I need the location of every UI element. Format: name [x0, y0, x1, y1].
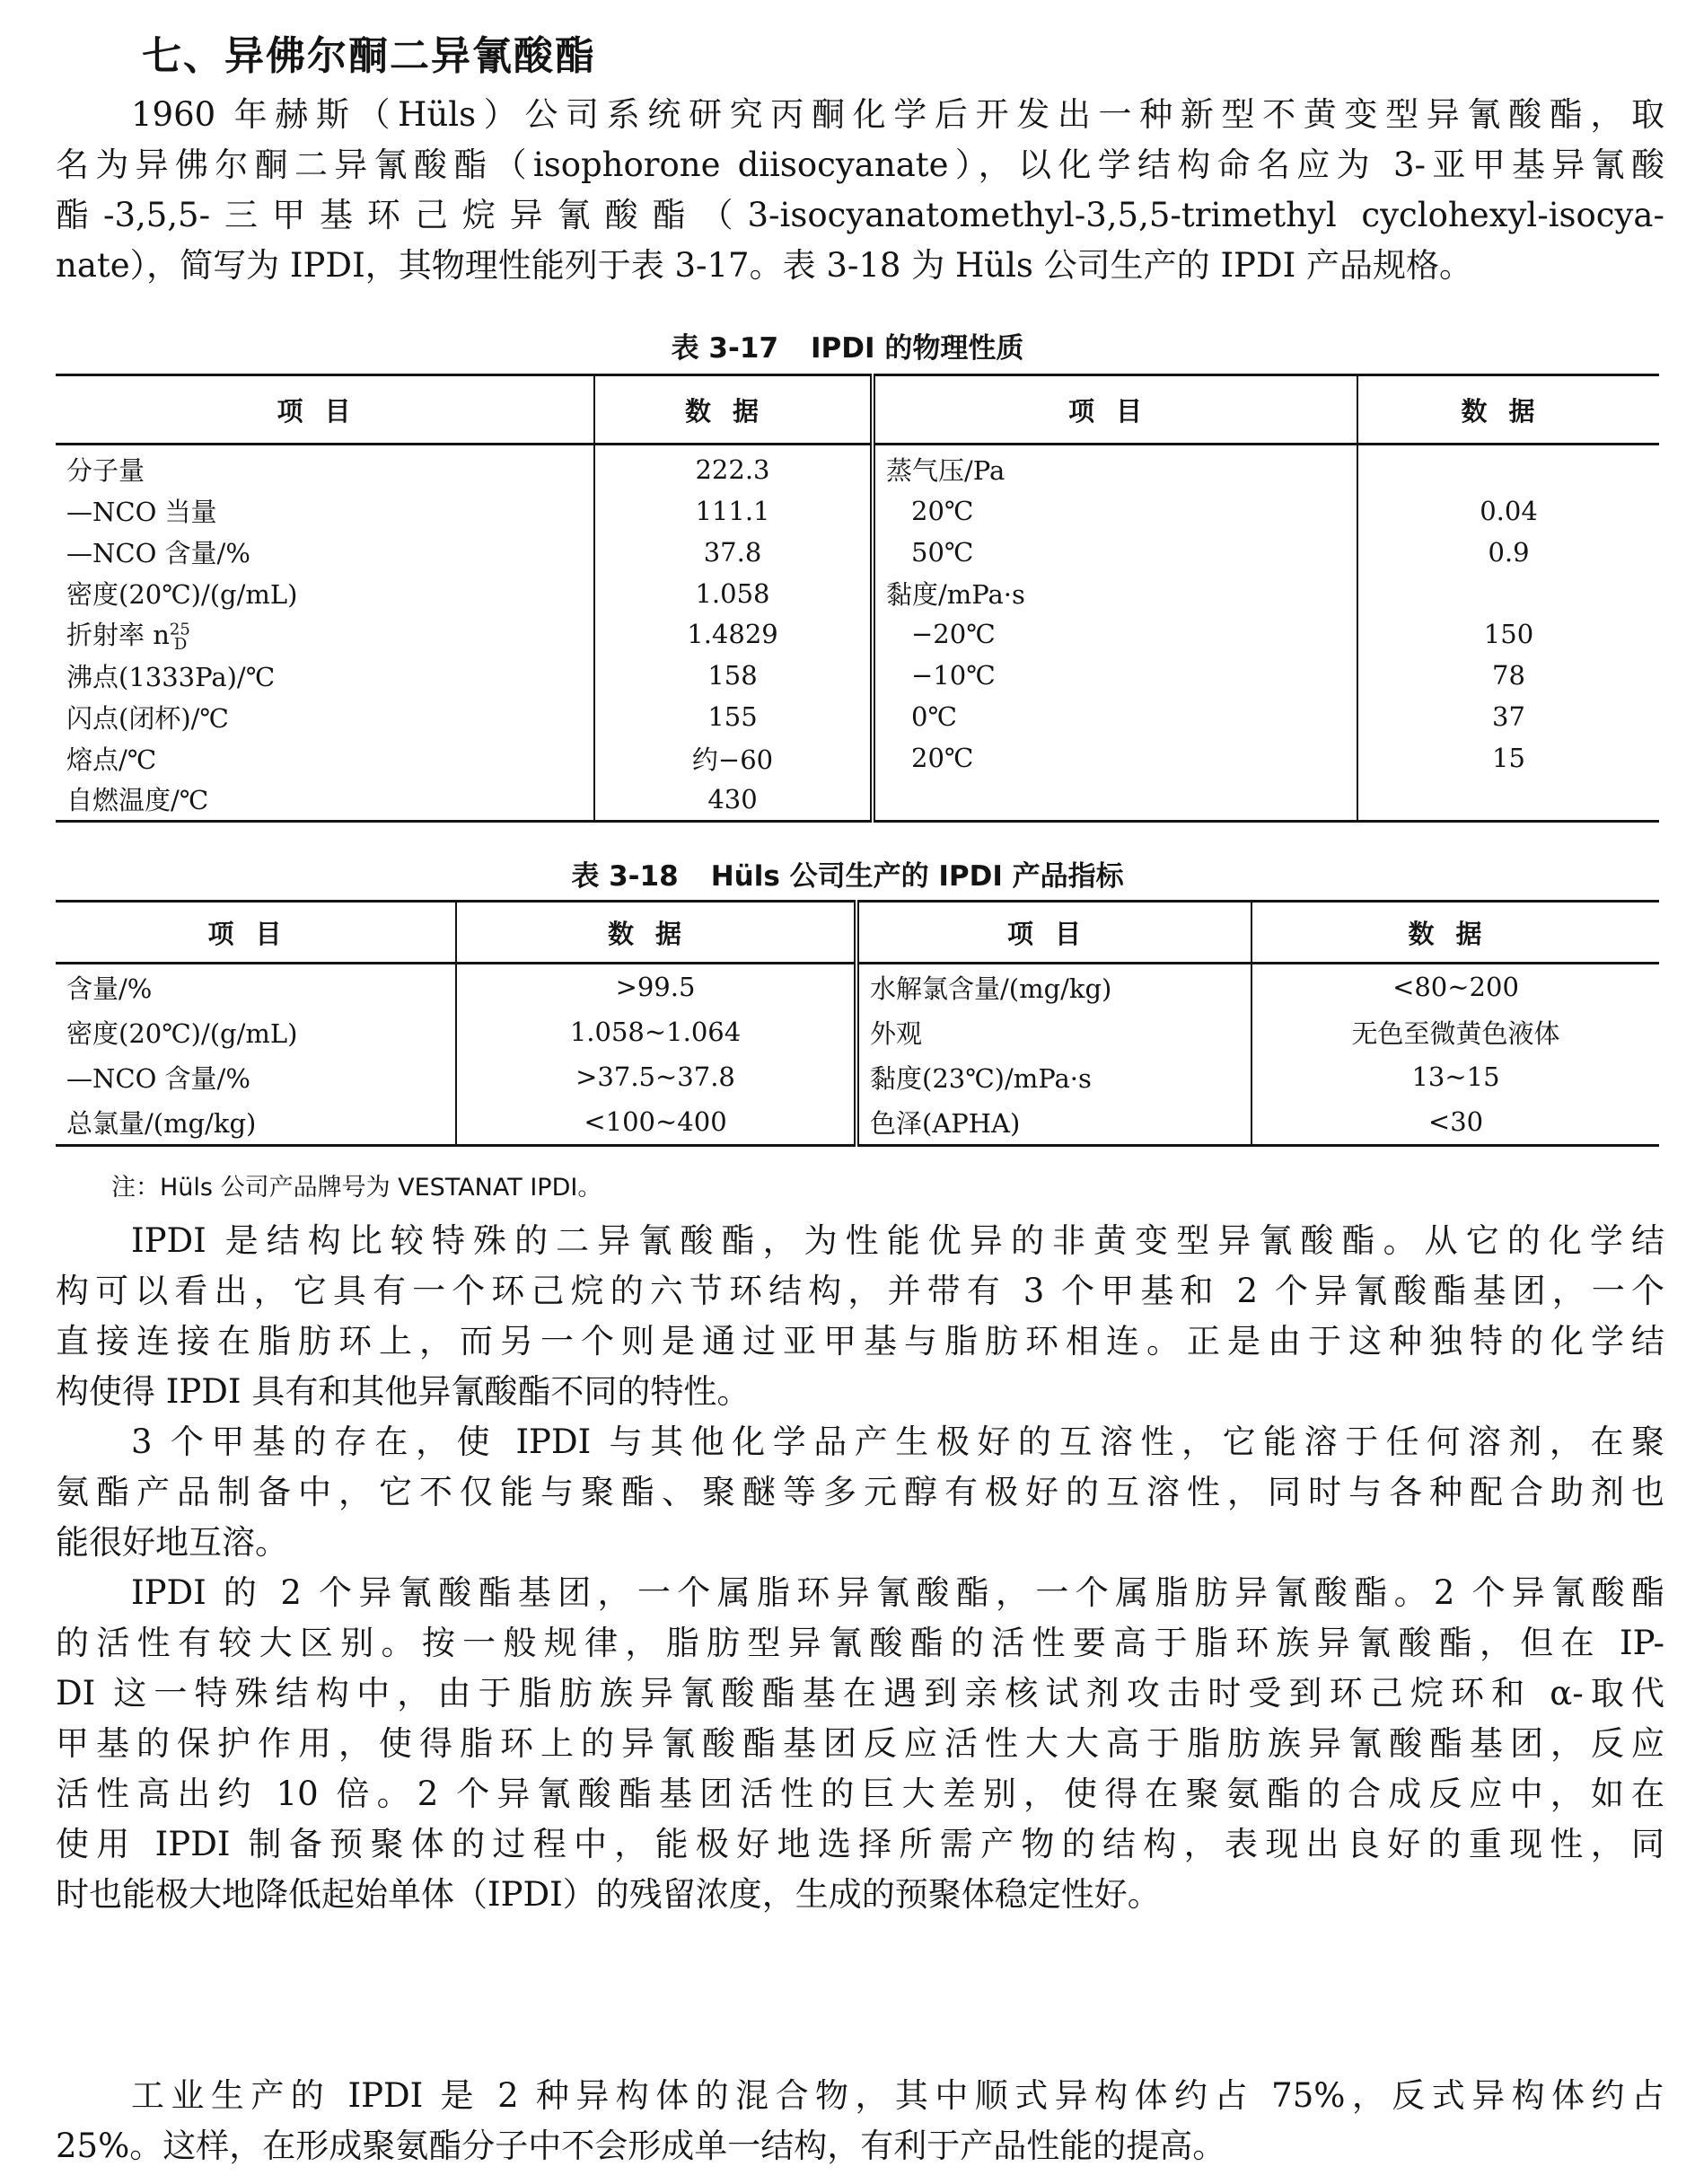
property-value: 37.8 [594, 532, 873, 573]
table-row [56, 737, 1659, 779]
spec-value: >99.5 [456, 964, 856, 1010]
table-row [56, 696, 1659, 737]
property-name: 分子量 [66, 455, 145, 487]
spec-value: 1.058~1.064 [456, 1009, 856, 1054]
spec-name: 色泽(APHA) [856, 1099, 1251, 1146]
text-line: 酯-3,5,5-三甲基环己烷异氰酸酯（3-isocyanatomethyl-3,5,5-trimethyl cyclohexyl-isocya- [56, 196, 1664, 234]
table-row [56, 614, 1659, 656]
table-title: Hüls 公司生产的 IPDI 产品指标 [710, 860, 1124, 893]
column-header: 项目 [56, 375, 594, 445]
text-line: 3 个甲基的存在，使 IPDI 与其他化学品产生极好的互溶性，它能溶于任何溶剂，在聚 [131, 1422, 1664, 1461]
body-paragraph-3 [56, 1568, 1664, 1920]
column-header: 数据 [594, 375, 873, 445]
spec-name: 黏度(23℃)/mPa·s [856, 1054, 1251, 1099]
property-value: 0.04 [1357, 490, 1659, 532]
text-line: 使用 IPDI 制备预聚体的过程中，能极好地选择所需产物的结构，表现出良好的重现性，同 [56, 1825, 1664, 1863]
property-value: 0.9 [1357, 532, 1659, 573]
table-row [56, 445, 1659, 490]
property-value: 37 [1357, 696, 1659, 737]
table-caption [0, 329, 1695, 368]
table-row [56, 1009, 1659, 1054]
body-paragraph-2 [56, 1417, 1664, 1568]
spec-value: <80~200 [1251, 964, 1659, 1010]
spec-name: 水解氯含量/(mg/kg) [856, 964, 1251, 1010]
text-line: nate），简写为 IPDI，其物理性能列于表 3-17。表 3-18 为 Hüls 公司生产的 IPDI 产品规格。 [56, 246, 1472, 285]
property-name: 0℃ [873, 696, 1357, 737]
refractive-index-subscript: D [173, 635, 188, 655]
spec-value: <30 [1251, 1099, 1659, 1146]
table-row [56, 1099, 1659, 1146]
property-value: 1.058 [594, 573, 873, 614]
intro-paragraph [56, 90, 1664, 291]
text-line: 25%。这样，在形成聚氨酯分子中不会形成单一结构，有利于产品性能的提高。 [56, 2127, 1226, 2165]
text-line: IPDI 的 2 个异氰酸酯基团，一个属脂环异氰酸酯，一个属脂肪异氰酸酯。2 个异氰酸酯 [131, 1573, 1664, 1612]
text-line: 名为异佛尔酮二异氰酸酯（isophorone diisocyanate），以化学结构命名应为 3-亚甲基异氰酸 [56, 145, 1664, 184]
column-header: 数据 [1251, 902, 1659, 964]
property-name: 沸点(1333Pa)/℃ [66, 661, 276, 692]
property-name: —NCO 含量/% [66, 538, 250, 569]
property-name [56, 614, 594, 656]
table-row [56, 532, 1659, 573]
text-line: 工业生产的 IPDI 是 2 种异构体的混合物，其中顺式异构体约占 75%，反式异构体约占 [131, 2076, 1664, 2115]
property-value: 222.3 [594, 445, 873, 490]
table-header-row [56, 902, 1659, 964]
property-name: 50℃ [873, 532, 1357, 573]
section-title: 七、异佛尔酮二异氰酸酯 [142, 33, 596, 79]
spec-value: >37.5~37.8 [456, 1054, 856, 1099]
column-header: 项目 [856, 902, 1251, 964]
table-caption [0, 857, 1695, 896]
property-name [873, 779, 1357, 822]
property-value: 158 [594, 655, 873, 696]
property-name: −20℃ [873, 614, 1357, 656]
table-note: 注：Hüls 公司产品牌号为 VESTANAT IPDI。 [111, 1174, 602, 1202]
physical-properties-table [56, 374, 1659, 823]
refractive-index-superscript: 25 [169, 619, 190, 638]
text-line: 甲基的保护作用，使得脂环上的异氰酸酯基团反应活性大大高于脂肪族异氰酸酯基团，反应 [56, 1724, 1664, 1763]
text-line: 直接连接在脂肪环上，而另一个则是通过亚甲基与脂肪环相连。正是由于这种独特的化学结 [56, 1322, 1664, 1361]
product-spec-table [56, 900, 1659, 1147]
table-number: 表 3-17 [671, 332, 779, 365]
property-value: 150 [1357, 614, 1659, 656]
property-value: 1.4829 [594, 614, 873, 656]
property-name: 20℃ [873, 737, 1357, 779]
column-header: 数据 [456, 902, 856, 964]
property-name: —NCO 当量 [66, 497, 217, 528]
property-name: −10℃ [873, 655, 1357, 696]
property-value: 430 [594, 779, 873, 822]
property-name: 20℃ [873, 490, 1357, 532]
spec-name: 外观 [856, 1009, 1251, 1054]
table-header-row [56, 375, 1659, 445]
property-name: 自燃温度/℃ [66, 785, 209, 816]
text-line: 能很好地互溶。 [56, 1523, 288, 1562]
text-line: 的活性有较大区别。按一般规律，脂肪型异氰酸酯的活性要高于脂环族异氰酸酯，但在 IP- [56, 1624, 1664, 1662]
table-row [56, 964, 1659, 1010]
property-name: 密度(20℃)/(g/mL) [66, 579, 298, 611]
property-name: 黏度/mPa·s [873, 573, 1357, 614]
body-paragraph-4 [56, 2071, 1664, 2171]
table-title: IPDI 的物理性质 [811, 332, 1024, 365]
property-value: 111.1 [594, 490, 873, 532]
property-value: 155 [594, 696, 873, 737]
spec-name: 密度(20℃)/(g/mL) [66, 1017, 298, 1049]
spec-value: 无色至微黄色液体 [1251, 1009, 1659, 1054]
text-line: 构可以看出，它具有一个环己烷的六节环结构，并带有 3 个甲基和 2 个异氰酸酯基团，一个 [56, 1272, 1664, 1310]
spec-name: —NCO 含量/% [66, 1062, 250, 1094]
property-value [1357, 445, 1659, 490]
text-line: 1960 年赫斯（Hüls）公司系统研究丙酮化学后开发出一种新型不黄变型异氰酸酯，取 [131, 95, 1664, 134]
text-line: 氨酯产品制备中，它不仅能与聚酯、聚醚等多元醇有极好的互溶性，同时与各种配合助剂也 [56, 1473, 1664, 1511]
column-header: 项目 [873, 375, 1357, 445]
property-name: 闪点(闭杯)/℃ [66, 702, 229, 734]
spec-name: 总氯量/(mg/kg) [66, 1107, 257, 1139]
text-line: 时也能极大地降低起始单体（IPDI）的残留浓度，生成的预聚体稳定性好。 [56, 1875, 1161, 1914]
table-row [56, 573, 1659, 614]
table-row [56, 1054, 1659, 1099]
text-line: 活性高出约 10 倍。2 个异氰酸酯基团活性的巨大差别，使得在聚氨酯的合成反应中，如在 [56, 1774, 1664, 1813]
property-value: 约−60 [594, 737, 873, 779]
refractive-index-label: 折射率 n [66, 619, 170, 650]
text-line: IPDI 是结构比较特殊的二异氰酸酯，为性能优异的非黄变型异氰酸酯。从它的化学结 [131, 1221, 1664, 1260]
property-value: 15 [1357, 737, 1659, 779]
column-header: 项目 [56, 902, 456, 964]
text-line: 构使得 IPDI 具有和其他异氰酸酯不同的特性。 [56, 1372, 751, 1411]
table-row [56, 490, 1659, 532]
table-row [56, 655, 1659, 696]
table-row [56, 779, 1659, 822]
text-line: DI 这一特殊结构中，由于脂肪族异氰酸酯基在遇到亲核试剂攻击时受到环己烷环和 α-取代 [56, 1674, 1664, 1713]
property-name: 蒸气压/Pa [873, 445, 1357, 490]
table-number: 表 3-18 [571, 860, 679, 893]
spec-value: <100~400 [456, 1099, 856, 1146]
body-paragraph-1 [56, 1216, 1664, 1417]
property-value: 78 [1357, 655, 1659, 696]
column-header: 数据 [1357, 375, 1659, 445]
property-value [1357, 779, 1659, 822]
property-value [1357, 573, 1659, 614]
spec-name: 含量/% [66, 973, 153, 1004]
property-name: 熔点/℃ [66, 744, 157, 775]
spec-value: 13~15 [1251, 1054, 1659, 1099]
